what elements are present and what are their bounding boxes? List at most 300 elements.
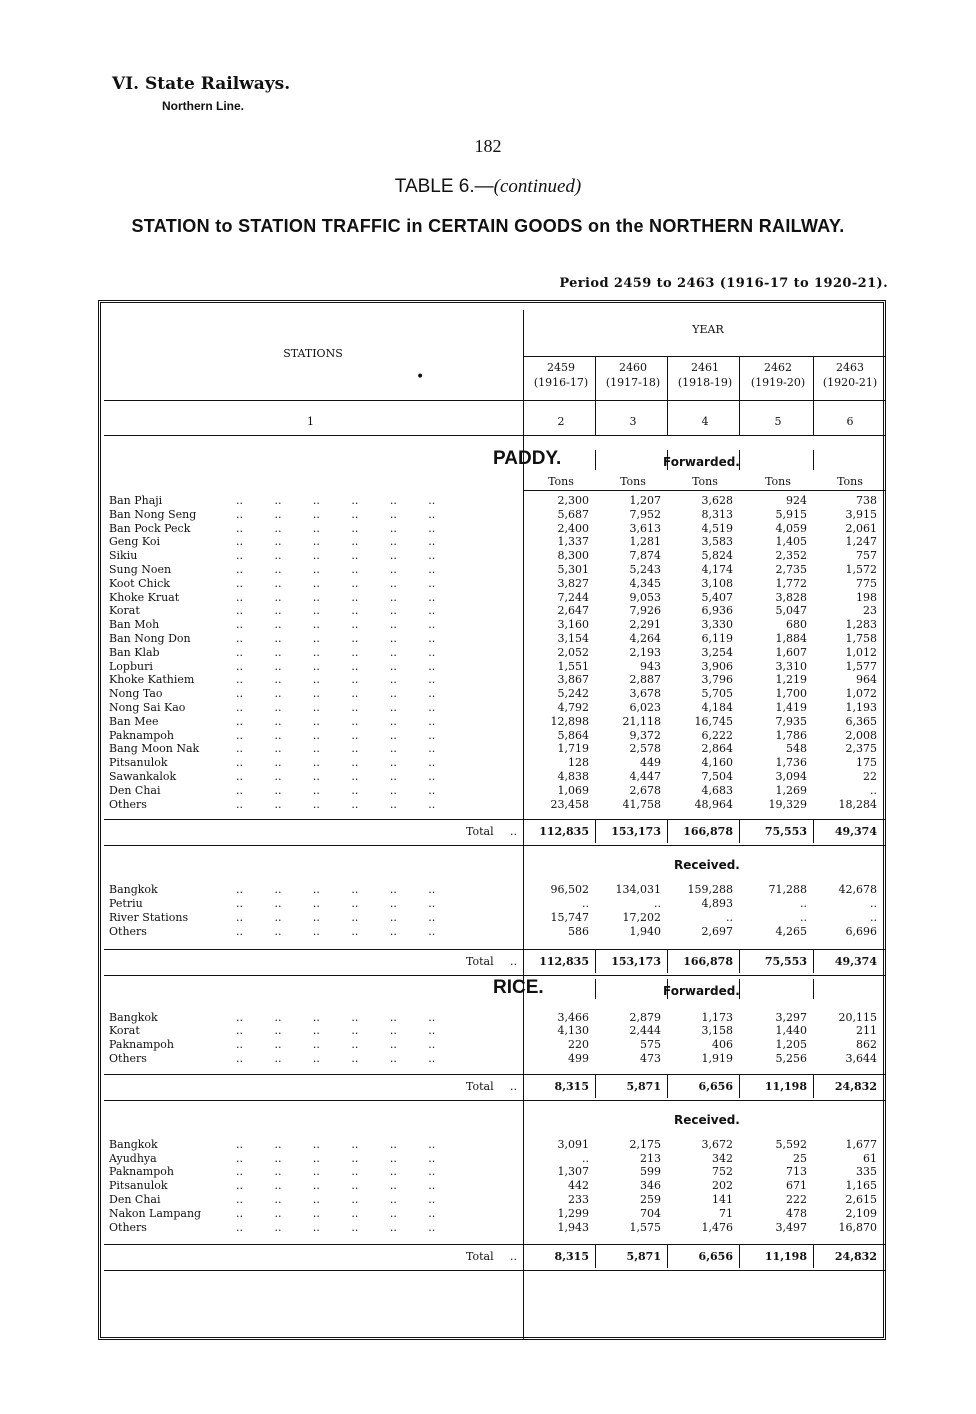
paddy-forwarded-cell: 23,458 (550, 797, 589, 811)
paddy-forwarded-cell: 3,867 (557, 673, 589, 687)
total-bottom-rule (104, 845, 886, 846)
paddy-forwarded-station: Sawankalok (109, 770, 177, 783)
year-col-3-ce: (1918-19) (677, 376, 733, 389)
paddy-received-cell: .. (870, 897, 877, 911)
unit-label: Tons (837, 475, 863, 488)
stations-header: STATIONS (283, 347, 343, 360)
rice-forwarded-cell: 3,466 (557, 1010, 589, 1024)
rice-forwarded-cell: 3,297 (775, 1010, 807, 1024)
paddy-forwarded-total-value: 49,374 (834, 825, 877, 839)
section-heading: VI. State Railways. (112, 74, 291, 94)
year-col-5: 2463 (836, 361, 864, 374)
paddy-received-cell: 71,288 (768, 883, 807, 897)
paddy-forwarded-station: Sikiu (109, 549, 138, 563)
leader-dots: .. .. .. .. .. .. (236, 618, 436, 632)
rice-received-label: Received. (674, 1112, 740, 1127)
paddy-forwarded-cell: 1,884 (775, 632, 807, 645)
paddy-received-station: Others (109, 924, 147, 938)
rice-received-cell: 1,299 (557, 1206, 589, 1220)
rice-forwarded-station: Others (109, 1052, 147, 1065)
total-rule (104, 819, 886, 820)
rice-received-station: Pitsanulok (109, 1179, 168, 1193)
paddy-forwarded-cell: 7,874 (629, 549, 661, 563)
year-separator (813, 356, 814, 435)
rice-received-cell: .. (582, 1151, 589, 1165)
leader-dots: .. .. .. .. .. .. (236, 645, 436, 659)
paddy-forwarded-label: Forwarded. (663, 455, 740, 469)
paddy-forwarded-cell: 1,607 (775, 645, 807, 659)
leader-dots: .. .. .. .. .. .. (236, 494, 436, 507)
year-separator (813, 450, 814, 470)
column-number-1: 1 (307, 415, 314, 428)
leader-dots: .. .. .. .. .. .. (236, 1220, 436, 1234)
paddy-forwarded-cell: 1,572 (845, 563, 877, 576)
column-number-5: 5 (774, 415, 782, 428)
page-number: 182 (474, 136, 502, 156)
paddy-forwarded-cell: 775 (856, 576, 877, 590)
total-rule (104, 1074, 886, 1075)
rice-forwarded-cell: 4,130 (557, 1024, 589, 1038)
paddy-forwarded-station: Den Chai (109, 783, 161, 797)
paddy-forwarded-cell: 19,329 (768, 797, 807, 811)
year-separator (595, 356, 596, 435)
paddy-forwarded-cell: 7,935 (775, 714, 807, 728)
rice-forwarded-cell: 2,879 (629, 1010, 661, 1024)
leader-dots: .. .. .. .. .. .. (236, 535, 436, 549)
leader-dots: .. .. .. .. .. .. (236, 783, 436, 797)
year-separator (595, 949, 596, 973)
leader-dots: .. .. .. .. .. .. (236, 742, 436, 756)
paddy-forwarded-cell: 680 (786, 618, 807, 632)
paddy-received-cell: 1,940 (629, 924, 661, 938)
paddy-received-cell: .. (870, 911, 877, 924)
paddy-forwarded-cell: 2,578 (629, 742, 661, 756)
rice-received-cell: 2,109 (845, 1206, 877, 1220)
paddy-forwarded-cell: 6,936 (701, 604, 733, 618)
paddy-forwarded-cell: 1,069 (557, 783, 589, 797)
paddy-forwarded-station: Ban Nong Seng (109, 507, 197, 521)
paddy-received-cell: .. (726, 911, 733, 924)
rice-forwarded-cell: 211 (856, 1024, 877, 1038)
rice-received-cell: 346 (640, 1179, 661, 1193)
paddy-forwarded-total-value: 153,173 (611, 825, 661, 839)
rice-received-cell: 342 (712, 1151, 733, 1165)
table-number-label: TABLE 6.— (394, 176, 494, 197)
paddy-forwarded-cell: 41,758 (622, 797, 661, 811)
paddy-forwarded-cell: 3,613 (629, 521, 661, 535)
year-separator (813, 949, 814, 973)
paddy-title: PADDY. (493, 448, 562, 469)
year-separator (813, 1244, 814, 1268)
paddy-forwarded-station: Korat (109, 604, 140, 618)
year-separator (813, 1074, 814, 1098)
leader-dots: .. .. .. .. .. .. (236, 1038, 436, 1052)
paddy-forwarded-cell: 3,094 (775, 770, 807, 783)
paddy-forwarded-cell: 5,687 (557, 507, 589, 521)
rice-forwarded-cell: 862 (856, 1038, 877, 1052)
rice-received-cell: 3,091 (557, 1137, 589, 1151)
paddy-received-label: Received. (674, 858, 740, 873)
paddy-received-cell: 586 (568, 924, 589, 938)
rice-received-cell: 442 (568, 1179, 589, 1193)
paddy-forwarded-cell: 2,400 (557, 521, 589, 535)
paddy-forwarded-cell: 4,184 (701, 701, 733, 714)
year-separator (739, 949, 740, 973)
rice-forwarded-cell: 3,158 (701, 1024, 733, 1038)
leader-dots: .. (510, 1079, 517, 1093)
paddy-forwarded-cell: 1,072 (845, 687, 877, 701)
paddy-forwarded-cell: 4,447 (629, 770, 661, 783)
paddy-forwarded-cell: 5,705 (701, 687, 733, 701)
paddy-received-total-value: 153,173 (611, 954, 661, 968)
rice-forwarded-cell: 1,173 (701, 1010, 733, 1024)
paddy-forwarded-cell: 1,207 (629, 494, 661, 507)
rice-received-cell: 335 (856, 1165, 877, 1179)
paddy-forwarded-cell: 1,419 (775, 701, 807, 714)
rice-received-total-value: 8,315 (554, 1250, 589, 1264)
rice-received-cell: 222 (786, 1193, 807, 1206)
column-number-3: 3 (629, 415, 637, 428)
column-number-4: 4 (701, 415, 709, 428)
paddy-forwarded-station: Geng Koi (109, 535, 160, 549)
paddy-forwarded-cell: 3,154 (557, 632, 589, 645)
paddy-forwarded-cell: 7,504 (701, 770, 733, 783)
paddy-forwarded-cell: 1,337 (557, 535, 589, 549)
paddy-forwarded-cell: 2,291 (629, 618, 661, 632)
leader-dots: .. .. .. .. .. .. (236, 1206, 436, 1220)
leader-dots: .. .. .. .. .. .. (236, 911, 436, 924)
paddy-forwarded-cell: 2,052 (557, 645, 589, 659)
rice-received-cell: 3,672 (701, 1137, 733, 1151)
rice-received-total-value: 6,656 (698, 1250, 733, 1264)
rice-received-total-value: 5,871 (626, 1250, 661, 1264)
rice-received-total-value: 24,832 (834, 1250, 877, 1264)
rice-forwarded-cell: 499 (568, 1052, 589, 1065)
unit-label: Tons (692, 475, 718, 488)
paddy-forwarded-total-value: 75,553 (764, 825, 807, 839)
paddy-forwarded-cell: 4,683 (701, 783, 733, 797)
column-number-2: 2 (557, 415, 565, 428)
paddy-forwarded-cell: 2,008 (845, 728, 877, 742)
rice-title: RICE. (493, 976, 544, 998)
rice-received-cell: 16,870 (838, 1220, 877, 1234)
paddy-forwarded-cell: 9,053 (629, 590, 661, 604)
paddy-forwarded-cell: 4,838 (557, 770, 589, 783)
paddy-forwarded-cell: .. (870, 783, 877, 797)
paddy-forwarded-station: Nong Sai Kao (109, 701, 186, 714)
paddy-forwarded-cell: 2,864 (701, 742, 733, 756)
paddy-forwarded-station: Khoke Kruat (109, 590, 180, 604)
leader-dots: .. .. .. .. .. .. (236, 1179, 436, 1193)
paddy-forwarded-cell: 2,193 (629, 645, 661, 659)
rice-forwarded-cell: 406 (712, 1038, 733, 1052)
rice-forwarded-total-value: 6,656 (698, 1079, 733, 1093)
paddy-forwarded-cell: 18,284 (838, 797, 877, 811)
rice-received-total-label: Total (466, 1250, 494, 1264)
rice-received-cell: 202 (712, 1179, 733, 1193)
rice-forwarded-station: Korat (109, 1024, 140, 1038)
year-header: YEAR (692, 323, 724, 336)
paddy-forwarded-cell: 2,735 (775, 563, 807, 576)
rice-forwarded-total-value: 5,871 (626, 1079, 661, 1093)
paddy-received-cell: 4,265 (775, 924, 807, 938)
rice-forwarded-cell: 1,205 (775, 1038, 807, 1052)
rice-received-cell: 71 (719, 1206, 733, 1220)
rice-received-station: Bangkok (109, 1137, 158, 1151)
year-separator (739, 356, 740, 435)
paddy-forwarded-cell: 3,827 (557, 576, 589, 590)
year-separator (667, 1074, 668, 1098)
paddy-forwarded-station: Ban Pock Peck (109, 521, 191, 535)
rice-received-cell: 1,677 (845, 1137, 877, 1151)
leader-dots: .. .. .. .. .. .. (236, 897, 436, 911)
rice-received-station: Nakon Lampang (109, 1206, 202, 1220)
year-separator (739, 1074, 740, 1098)
paddy-forwarded-cell: 3,915 (845, 507, 877, 521)
paddy-received-cell: 159,288 (687, 883, 733, 897)
paddy-forwarded-cell: 3,310 (775, 659, 807, 673)
paddy-received-station: Petriu (109, 897, 143, 911)
paddy-forwarded-cell: 175 (856, 756, 877, 770)
paddy-forwarded-cell: 128 (568, 756, 589, 770)
paddy-received-station: River Stations (109, 911, 189, 924)
paddy-forwarded-cell: 5,243 (629, 563, 661, 576)
paddy-forwarded-cell: 8,313 (701, 507, 733, 521)
paddy-received-total-value: 75,553 (764, 954, 807, 968)
year-separator (667, 949, 668, 973)
rice-forwarded-station: Bangkok (109, 1010, 158, 1024)
leader-dots: .. .. .. .. .. .. (236, 770, 436, 783)
paddy-received-cell: 17,202 (622, 911, 661, 924)
paddy-received-cell: 96,502 (550, 883, 589, 897)
rice-received-station: Ayudhya (109, 1151, 157, 1165)
rice-received-cell: 61 (863, 1151, 877, 1165)
leader-dots: .. (510, 825, 517, 839)
paddy-forwarded-cell: 2,647 (557, 604, 589, 618)
year-separator (595, 979, 596, 999)
paddy-forwarded-cell: 2,375 (845, 742, 877, 756)
paddy-forwarded-cell: 3,796 (701, 673, 733, 687)
paddy-forwarded-cell: 4,160 (701, 756, 733, 770)
rice-received-cell: 1,575 (629, 1220, 661, 1234)
leader-dots: .. .. .. .. .. .. (236, 590, 436, 604)
period-label: Period 2459 to 2463 (1916-17 to 1920-21). (559, 276, 888, 291)
rice-received-cell: 671 (786, 1179, 807, 1193)
total-bottom-rule (104, 1100, 886, 1101)
leader-dots: .. .. .. .. .. .. (236, 673, 436, 687)
paddy-received-cell: 6,696 (845, 924, 877, 938)
paddy-forwarded-cell: 3,583 (701, 535, 733, 549)
paddy-forwarded-cell: 5,407 (701, 590, 733, 604)
year-col-4-ce: (1919-20) (750, 376, 806, 389)
year-col-3: 2461 (691, 361, 719, 374)
paddy-forwarded-station: Bang Moon Nak (109, 742, 200, 756)
year-separator (739, 1244, 740, 1268)
paddy-forwarded-station: Khoke Kathiem (109, 673, 195, 687)
paddy-forwarded-cell: 3,628 (701, 494, 733, 507)
unit-label: Tons (620, 475, 646, 488)
paddy-forwarded-cell: 22 (863, 770, 877, 783)
leader-dots: .. .. .. .. .. .. (236, 576, 436, 590)
table-number (0, 176, 976, 198)
paddy-forwarded-station: Nong Tao (109, 687, 163, 701)
paddy-received-station: Bangkok (109, 883, 158, 897)
paddy-forwarded-cell: 5,047 (775, 604, 807, 618)
traffic-table (98, 300, 890, 1346)
year-separator (667, 1244, 668, 1268)
paddy-forwarded-cell: 757 (856, 549, 877, 563)
paddy-forwarded-cell: 3,108 (701, 576, 733, 590)
paddy-forwarded-total-value: 112,835 (539, 825, 589, 839)
year-col-2: 2460 (619, 361, 647, 374)
leader-dots: .. .. .. .. .. .. (236, 1010, 436, 1024)
paddy-forwarded-cell: 2,678 (629, 783, 661, 797)
paddy-forwarded-cell: 6,222 (701, 728, 733, 742)
table-continued: (continued) (493, 176, 582, 197)
leader-dots: .. .. .. .. .. .. (236, 728, 436, 742)
paddy-received-total-value: 49,374 (834, 954, 877, 968)
paddy-forwarded-cell: 3,330 (701, 618, 733, 632)
paddy-forwarded-cell: 2,887 (629, 673, 661, 687)
leader-dots: .. .. .. .. .. .. (236, 1193, 436, 1206)
rice-forwarded-cell: 220 (568, 1038, 589, 1052)
line-subheading: Northern Line. (162, 99, 245, 113)
paddy-forwarded-cell: 449 (640, 756, 661, 770)
paddy-forwarded-cell: 1,193 (845, 701, 877, 714)
paddy-forwarded-station: Koot Chick (109, 576, 170, 590)
leader-dots: .. .. .. .. .. .. (236, 521, 436, 535)
year-col-1-ce: (1916-17) (533, 376, 589, 389)
rice-forwarded-total-label: Total (466, 1079, 494, 1093)
rice-received-cell: 599 (640, 1165, 661, 1179)
paddy-forwarded-station: Ban Nong Don (109, 632, 191, 645)
paddy-received-cell: 4,893 (701, 897, 733, 911)
leader-dots: .. .. .. .. .. .. (236, 701, 436, 714)
paddy-forwarded-cell: 964 (856, 673, 877, 687)
paddy-forwarded-cell: 1,786 (775, 728, 807, 742)
year-separator (595, 1074, 596, 1098)
paddy-forwarded-station: Ban Klab (109, 645, 160, 659)
rice-received-cell: 2,615 (845, 1193, 877, 1206)
paddy-forwarded-cell: 4,345 (629, 576, 661, 590)
year-separator (667, 819, 668, 843)
rice-received-cell: 25 (793, 1151, 807, 1165)
rice-forwarded-cell: 1,440 (775, 1024, 807, 1038)
paddy-forwarded-station: Others (109, 797, 147, 811)
paddy-forwarded-cell: 1,283 (845, 618, 877, 632)
paddy-forwarded-cell: 3,678 (629, 687, 661, 701)
paddy-forwarded-cell: 1,247 (845, 535, 877, 549)
leader-dots: .. .. .. .. .. .. (236, 507, 436, 521)
leader-dots: .. .. .. .. .. .. (236, 549, 436, 563)
paddy-forwarded-cell: 5,915 (775, 507, 807, 521)
total-bottom-rule (104, 1270, 886, 1271)
year-col-2-ce: (1917-18) (605, 376, 661, 389)
paddy-forwarded-station: Pitsanulok (109, 756, 168, 770)
leader-dots: .. .. .. .. .. .. (236, 1165, 436, 1179)
leader-dots: .. .. .. .. .. .. (236, 563, 436, 576)
year-col-5-ce: (1920-21) (822, 376, 878, 389)
paddy-forwarded-cell: 1,551 (557, 659, 589, 673)
rice-received-cell: 713 (786, 1165, 807, 1179)
year-separator (595, 1244, 596, 1268)
paddy-forwarded-station: Paknampoh (109, 728, 174, 742)
year-separator (813, 979, 814, 999)
paddy-forwarded-station: Ban Mee (109, 714, 159, 728)
year-separator (595, 819, 596, 843)
rice-received-cell: 1,943 (557, 1220, 589, 1234)
paddy-received-cell: 42,678 (838, 883, 877, 897)
rice-forwarded-cell: 20,115 (838, 1010, 877, 1024)
paddy-forwarded-cell: 198 (856, 590, 877, 604)
paddy-forwarded-cell: 4,174 (701, 563, 733, 576)
paddy-received-total-label: Total (466, 954, 494, 968)
paddy-received-cell: .. (800, 911, 807, 924)
paddy-forwarded-cell: 3,254 (701, 645, 733, 659)
leader-dots: .. .. .. .. .. .. (236, 1024, 436, 1038)
paddy-forwarded-cell: 4,264 (629, 632, 661, 645)
paddy-forwarded-cell: 16,745 (694, 714, 733, 728)
paddy-forwarded-station: Ban Phaji (109, 494, 163, 507)
paddy-forwarded-cell: 5,824 (701, 549, 733, 563)
paddy-forwarded-cell: 4,059 (775, 521, 807, 535)
paddy-forwarded-cell: 5,864 (557, 728, 589, 742)
paddy-forwarded-cell: 7,926 (629, 604, 661, 618)
rice-forwarded-cell: 2,444 (629, 1024, 661, 1038)
paddy-forwarded-cell: 4,519 (701, 521, 733, 535)
leader-dots: .. .. .. .. .. .. (236, 883, 436, 897)
paddy-forwarded-cell: 12,898 (550, 714, 589, 728)
rice-received-cell: 1,307 (557, 1165, 589, 1179)
total-bottom-rule (104, 975, 886, 976)
total-rule (104, 1244, 886, 1245)
paddy-forwarded-cell: 7,952 (629, 507, 661, 521)
year-col-1: 2459 (547, 361, 575, 374)
paddy-forwarded-cell: 1,700 (775, 687, 807, 701)
paddy-received-total-value: 112,835 (539, 954, 589, 968)
paddy-forwarded-station: Lopburi (109, 659, 153, 673)
paddy-forwarded-cell: 8,300 (557, 549, 589, 563)
rice-received-cell: 5,592 (775, 1137, 807, 1151)
leader-dots: .. .. .. .. .. .. (236, 604, 436, 618)
rice-received-cell: 141 (712, 1193, 733, 1206)
unit-label: Tons (765, 475, 791, 488)
rice-received-cell: 259 (640, 1193, 661, 1206)
paddy-forwarded-cell: 1,736 (775, 756, 807, 770)
paddy-forwarded-total-value: 166,878 (683, 825, 733, 839)
year-separator (739, 819, 740, 843)
leader-dots: .. .. .. .. .. .. (236, 1137, 436, 1151)
leader-dots: .. .. .. .. .. .. (236, 797, 436, 811)
rice-received-cell: 1,476 (701, 1220, 733, 1234)
paddy-forwarded-cell: 7,244 (557, 590, 589, 604)
table-title: STATION to STATION TRAFFIC in CERTAIN GOODS on the NORTHERN RAILWAY. (131, 216, 845, 236)
rice-forwarded-cell: 3,644 (845, 1052, 877, 1065)
rice-received-cell: 2,175 (629, 1137, 661, 1151)
leader-dots: .. .. .. .. .. .. (236, 659, 436, 673)
rice-forwarded-cell: 473 (640, 1052, 661, 1065)
paddy-forwarded-cell: 548 (786, 742, 807, 756)
paddy-forwarded-total-label: Total (466, 825, 494, 839)
leader-dots: .. .. .. .. .. .. (236, 924, 436, 938)
year-separator (595, 450, 596, 470)
paddy-forwarded-cell: 2,352 (775, 549, 807, 563)
leader-dots: .. .. .. .. .. .. (236, 687, 436, 701)
rice-forwarded-cell: 575 (640, 1038, 661, 1052)
year-separator (813, 819, 814, 843)
rice-received-total-value: 11,198 (764, 1250, 807, 1264)
paddy-received-cell: 2,697 (701, 924, 733, 938)
